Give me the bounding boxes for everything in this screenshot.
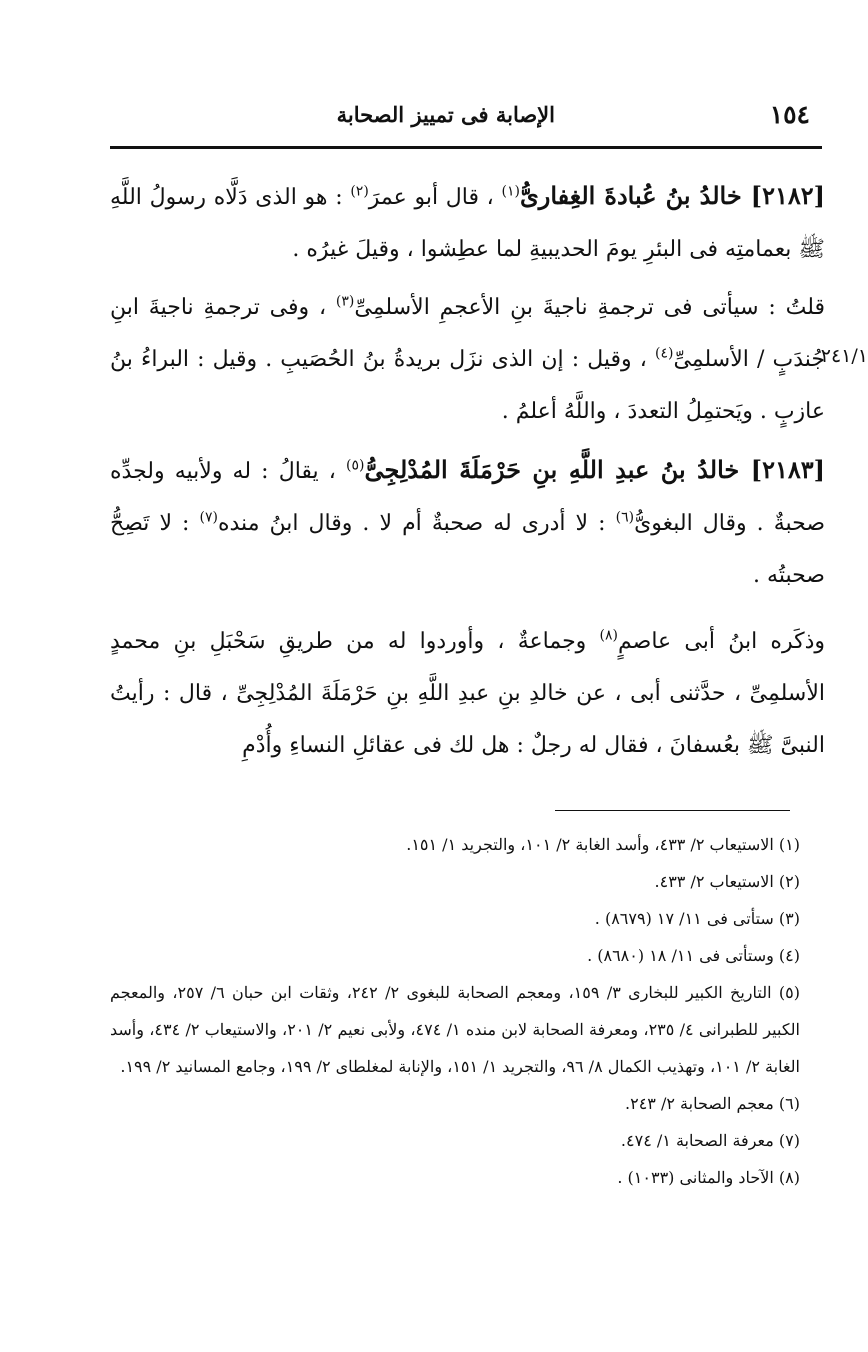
- body-text-run: ، قال أبو عمرَ: [368, 185, 502, 210]
- footnote-ref[interactable]: (٢): [350, 183, 369, 200]
- footnote-2: (٢) الاستيعاب ٢/ ٤٣٣.: [654, 872, 800, 891]
- footnote-5: (٥) التاريخ الكبير للبخارى ٣/ ١٥٩، ومعجم الصحابة للبغوى ٢/ ٢٤٢، وثقات ابن حبان ٦/ ٢٥٧، والمعجم الكبير للطبرانى ٤/ ٢٣٥، ومعرفة الصحابة لابن منده ١/ ٤٧٤، ولأبى نعيم ٢/ ٢٠١، والاستيعاب ٢/ ٤٣٤، وأسد الغابة ٢/ ١٠١، وتهذيب الكمال ٨/ ٩٦، والتجريد ١/ ١٥١، والإنابة لمغلطاى ٢/ ١٩٩، وجامع المسانيد ٢/ ١٩٩.: [110, 983, 800, 1076]
- footnote-4: (٤) وستأتى فى ١١/ ١٨ (٨٦٨٠) .: [587, 946, 800, 965]
- body-text-run: قلتُ : سيأتى فى ترجمةِ ناجيةَ بنِ الأعجمِ الأسلمِىِّ: [354, 295, 826, 320]
- entry-2183-paragraph: [110, 444, 825, 602]
- footnote-separator: [555, 810, 790, 811]
- entry-2183-narration-paragraph: [110, 616, 825, 772]
- body-text-run: : هو الذى دَلَّاه رسولُ اللَّهِ ﷺ بعمامتِه فى البئرِ يومَ الحديبيةِ لما عطِشوا ، وقيلَ غيرُه .: [110, 185, 825, 262]
- body-text-run: وجماعةٌ ، وأوردوا له من طريقِ سَحْبَلِ بنِ محمدٍ الأسلمِىِّ ، حدَّثنى أبى ، عن خالدِ بنِ عبدِ اللَّهِ بنِ حَرْمَلَةَ المُدْلِجِىِّ ، قال : رأيتُ النبىَّ ﷺ بعُسفانَ ، فقال له رجلٌ : هل لك فى عقائلِ النساءِ وأُدْمِ: [110, 629, 825, 758]
- footnote-ref[interactable]: (٣): [335, 293, 355, 310]
- main-text: [110, 170, 825, 772]
- body-text-run: : لا أدرى له صحبةٌ أم لا . وقال ابنُ منده: [217, 511, 616, 536]
- footnote-ref[interactable]: (١): [501, 183, 520, 200]
- footnote-ref[interactable]: (٨): [599, 627, 619, 644]
- body-text-run: ، وفى ترجمةِ ناجيةَ ابنِ جُندَبٍ / الأسلمِىِّ: [110, 295, 826, 372]
- margin-page-reference: ٢٤١/١: [820, 345, 868, 367]
- footnotes: [110, 826, 800, 1196]
- entry-heading: [٢١٨٢] خالدُ بنُ عُبادةَ الغِفارىُّ: [519, 181, 826, 210]
- footnote-ref[interactable]: (٥): [345, 457, 365, 474]
- page-number: ١٥٤: [769, 100, 810, 129]
- body-text-run: : لا تَصِحُّ صحبتُه .: [110, 511, 825, 588]
- footnote-8: (٨) الآحاد والمثانى (١٠٣٣) .: [617, 1168, 800, 1187]
- footnote-ref[interactable]: (٦): [615, 509, 635, 526]
- footnote-7: (٧) معرفة الصحابة ١/ ٤٧٤.: [620, 1131, 800, 1150]
- header-rule: [110, 146, 822, 149]
- running-title: الإصابة فى تمييز الصحابة: [336, 102, 555, 127]
- footnote-ref[interactable]: (٤): [654, 345, 674, 362]
- footnote-3: (٣) ستأتى فى ١١/ ١٧ (٨٦٧٩) .: [594, 909, 800, 928]
- entry-heading: [٢١٨٣] خالدُ بنُ عبدِ اللَّهِ بنِ حَرْمَلَةَ المُدْلِجِىُّ: [364, 455, 825, 484]
- footnote-1: (١) الاستيعاب ٢/ ٤٣٣، وأسد الغابة ٢/ ١٠١، والتجريد ١/ ١٥١.: [406, 835, 800, 854]
- page-header: [110, 96, 810, 136]
- body-text-run: ، وقيل : إن الذى نزَل بريدةُ بنُ الحُصَيبِ . وقيل : البراءُ بنُ عازبٍ . ويَحتمِلُ التعددَ ، واللَّهُ أعلمُ .: [110, 347, 825, 424]
- entry-2182-note-paragraph: [110, 282, 825, 438]
- body-text-run: ، يقالُ : له ولأبيه ولجدِّه صحبةٌ . وقال البغوىُّ: [110, 459, 826, 536]
- body-text-run: وذكَره ابنُ أبى عاصمٍ: [618, 629, 825, 654]
- entry-2182-paragraph: [110, 170, 825, 276]
- footnote-6: (٦) معجم الصحابة ٢/ ٢٤٣.: [625, 1094, 800, 1113]
- footnote-ref[interactable]: (٧): [199, 509, 218, 526]
